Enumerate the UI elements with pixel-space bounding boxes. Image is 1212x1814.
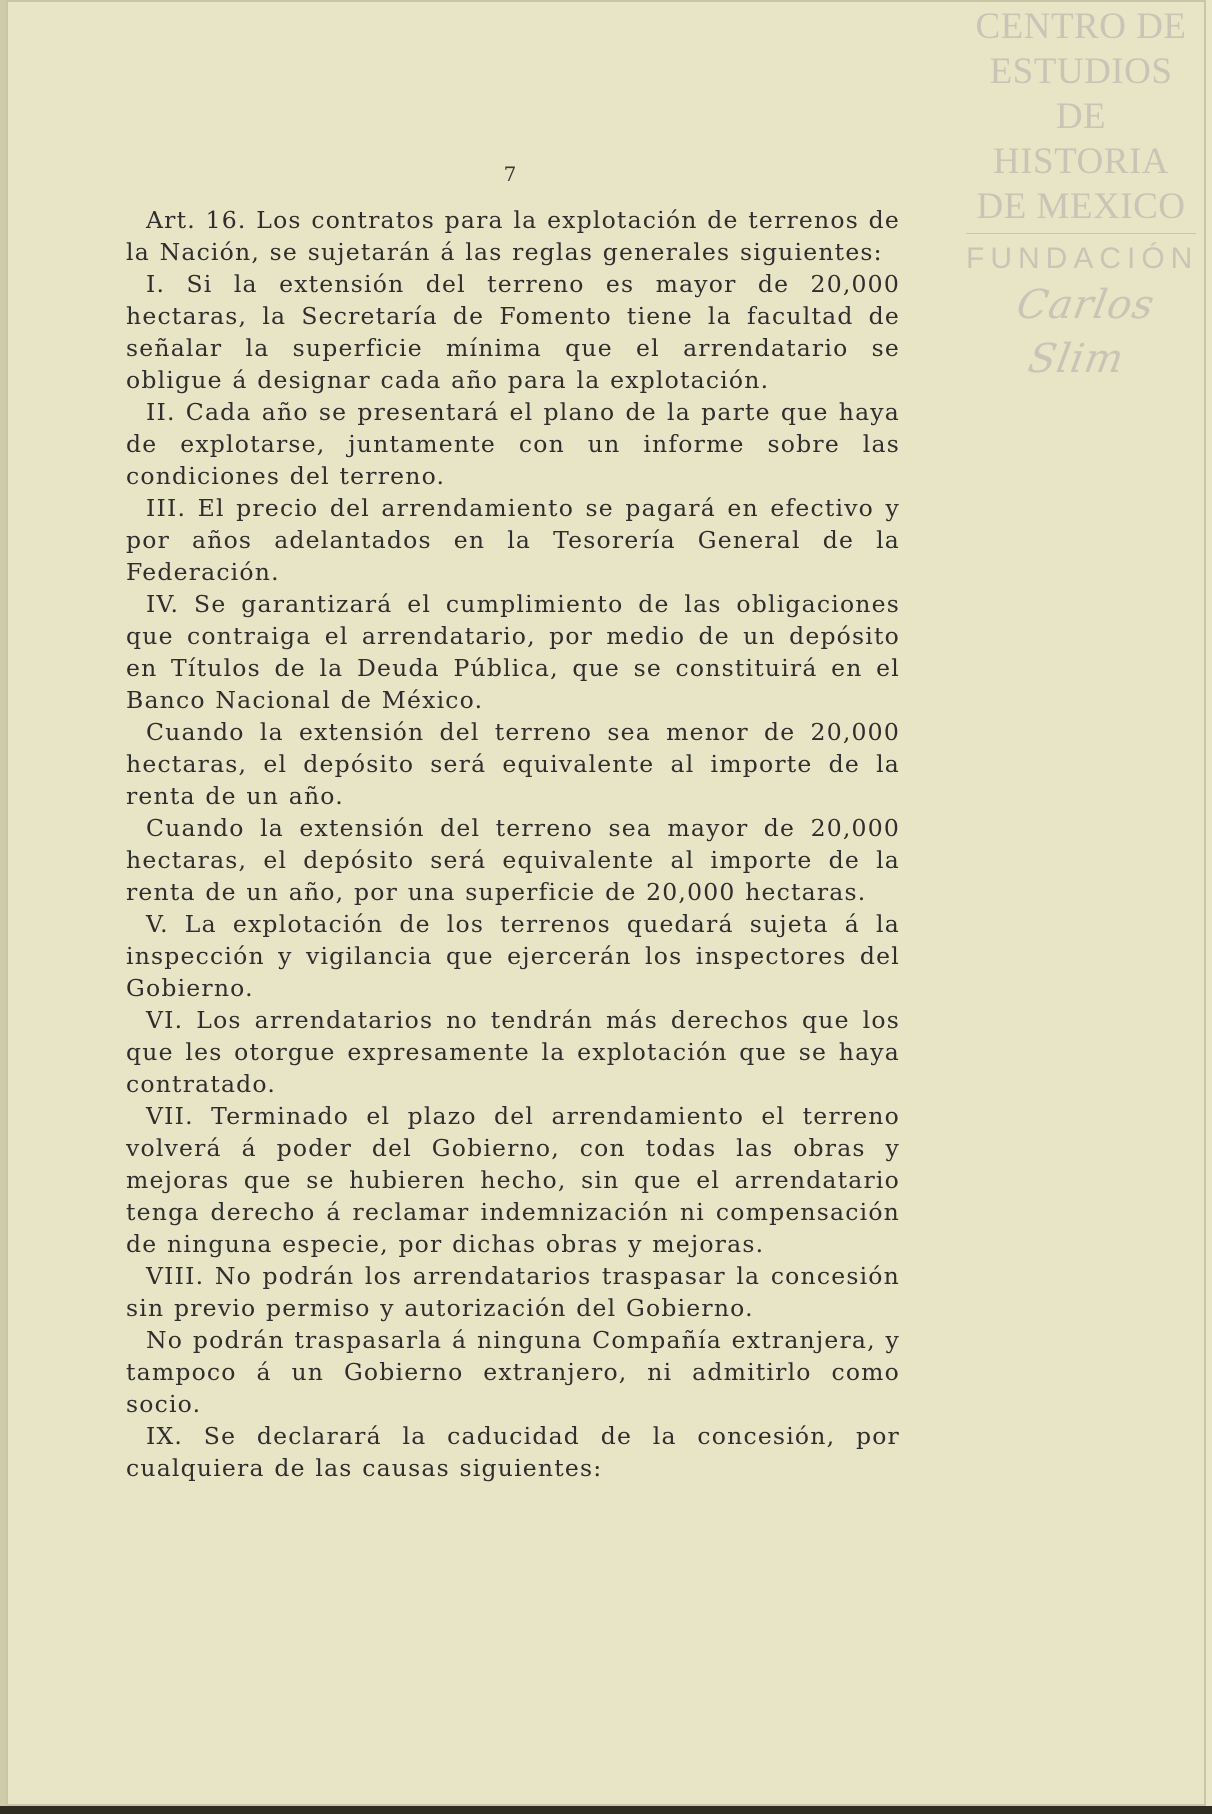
article-body [126,204,900,1484]
paragraph-viii: VIII. No podrán los arrendatarios traspasar la concesión sin previo permiso y autorización del Gobierno. [126,1262,900,1322]
paragraph-art16: Art. 16. Los contratos para la explotación de terrenos de la Nación, se sujetarán á las reglas generales siguientes: [126,206,900,266]
paragraph-vi: VI. Los arrendatarios no tendrán más derechos que los que les otorgue expresamente la explotación que se haya contratado. [126,1006,900,1098]
paragraph-i: I. Si la extensión del terreno es mayor de 20,000 hectaras, la Secretaría de Fomento tiene la facultad de señalar la superficie mínima que el arrendatario se obligue á designar cada año para la explotación. [126,270,900,394]
watermark-line-1: CENTRO DE [975,6,1187,47]
watermark-fundacion: FUNDACIÓN [966,242,1199,275]
paragraph-iii: III. El precio del arrendamiento se pagará en efectivo y por años adelantados en la Tesorería General de la Federación. [126,494,900,586]
watermark-line-2: ESTUDIOS [989,51,1173,92]
paragraph-iv-mayor: Cuando la extensión del terreno sea mayor de 20,000 hectaras, el depósito será equivalente al importe de la renta de un año, por una superficie de 20,000 hectaras. [126,814,900,906]
paragraph-viii-extranjera: No podrán traspasarla á ninguna Compañía extranjera, y tampoco á un Gobierno extranjero, ni admitirlo como socio. [126,1326,900,1418]
watermark [966,4,1199,386]
watermark-divider [966,233,1196,234]
watermark-signature: Carlos Slim [1013,282,1159,382]
paragraph-v: V. La explotación de los terrenos quedará sujeta á la inspección y vigilancia que ejercerán los inspectores del Gobierno. [126,910,900,1002]
paragraph-ii: II. Cada año se presentará el plano de la parte que haya de explotarse, juntamente con un informe sobre las condiciones del terreno. [126,398,900,490]
page-bottom-edge [0,1806,1212,1814]
watermark-line-4: DE MEXICO [976,186,1186,227]
paragraph-vii: VII. Terminado el plazo del arrendamiento el terreno volverá á poder del Gobierno, con todas las obras y mejoras que se hubieren hecho, sin que el arrendatario tenga derecho á reclamar indemnización ni compensación de ninguna especie, por dichas obras y mejoras. [126,1102,900,1258]
watermark-line-3: DE HISTORIA [993,96,1169,182]
page-number: 7 [503,162,517,186]
paragraph-ix: IX. Se declarará la caducidad de la concesión, por cualquiera de las causas siguientes: [126,1422,900,1482]
document-page [6,0,1206,1806]
paragraph-iv-menor: Cuando la extensión del terreno sea menor de 20,000 hectaras, el depósito será equivalente al importe de la renta de un año. [126,718,900,810]
paragraph-iv: IV. Se garantizará el cumplimiento de las obligaciones que contraiga el arrendatario, por medio de un depósito en Títulos de la Deuda Pública, que se constituirá en el Banco Nacional de México. [126,590,900,714]
